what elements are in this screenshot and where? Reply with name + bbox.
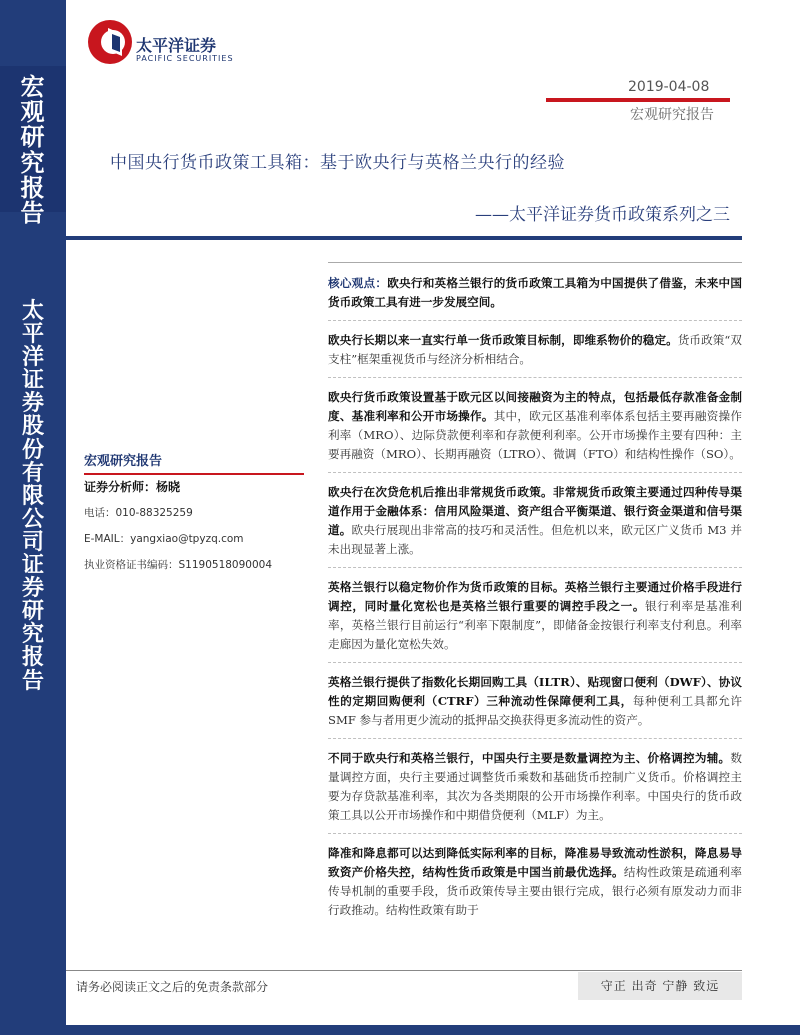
sidebar-company-char: 报 bbox=[21, 644, 44, 671]
paragraph-6 bbox=[328, 673, 742, 730]
footer-motto: 守正 出奇 宁静 致远 bbox=[578, 972, 742, 1000]
analyst-license: 执业资格证书编码：S1190518090004 bbox=[84, 559, 273, 571]
paragraph-7-bold: 不同于欧央行和英格兰银行，中国央行主要是数量调控为主、价格调控为辅。 bbox=[328, 751, 731, 765]
paragraph-4-text: 欧央行展现出非常高的技巧和灵活性。但危机以来，欧元区广义货币 M3 并未出现显著上涨。 bbox=[328, 523, 742, 556]
paragraph-8-bold: 降准和降息都可以达到降低实际利率的目标，降准易导致流动性淤积，降息易导致资产价格失控，结构性货币政策是中国当前最优选择。 bbox=[328, 846, 742, 879]
info-red-rule bbox=[84, 473, 304, 475]
sidebar-company-label bbox=[0, 300, 66, 693]
sidebar-company-char: 太 bbox=[21, 298, 44, 324]
paragraph-4 bbox=[328, 483, 742, 559]
sidebar-company-char: 告 bbox=[21, 667, 44, 694]
header-red-rule bbox=[546, 98, 730, 102]
sidebar-company-char: 限 bbox=[21, 482, 44, 509]
paragraph-8-text: 结构性政策是疏通利率传导机制的重要手段，货币政策传导主要由银行完成，银行必须有原发动力而非行政推动。结构性政策有助于 bbox=[328, 865, 742, 917]
paragraph-1-bold: 欧央行和英格兰银行的货币政策工具箱为中国提供了借鉴，未来中国货币政策工具有进一步发展空间。 bbox=[328, 276, 742, 309]
separator bbox=[328, 377, 742, 379]
report-title: 中国央行货币政策工具箱：基于欧央行与英格兰央行的经验 bbox=[110, 153, 565, 173]
sidebar-company-char: 公 bbox=[21, 505, 44, 532]
info-heading: 宏观研究报告 bbox=[84, 454, 163, 469]
sidebar-company-char: 证 bbox=[21, 552, 44, 579]
sidebar-company-char: 司 bbox=[21, 528, 44, 555]
paragraph-3-text: 其中，欧元区基准利率体系包括主要再融资操作利率（MRO）、边际贷款便利率和存款便利利率。公开市场操作主要有四种：主要再融资（MRO）、长期再融资（LTRO）、微调（FTO）和结构性操作（SO）。 bbox=[328, 409, 742, 461]
key-points-label: 核心观点： bbox=[328, 276, 388, 290]
analyst-phone: 电话：010-88325259 bbox=[84, 507, 193, 519]
sidebar-company-char: 股 bbox=[21, 413, 44, 440]
separator bbox=[328, 472, 742, 474]
paragraph-6-text: 每种便利工具都允许 SMF 参与者用更少流动的抵押品交换获得更多流动性的资产。 bbox=[328, 694, 742, 727]
analyst-email[interactable]: E-MAIL：yangxiao@tpyzq.com bbox=[84, 533, 244, 545]
paragraph-3 bbox=[328, 388, 742, 464]
sidebar-company-char: 券 bbox=[21, 575, 44, 602]
report-type: 宏观研究报告 bbox=[630, 107, 714, 123]
sidebar-company-char: 券 bbox=[21, 390, 44, 417]
sidebar-report-type-char: 报 bbox=[20, 172, 46, 202]
paragraph-8 bbox=[328, 844, 742, 920]
sidebar-company-char: 洋 bbox=[21, 344, 44, 371]
sidebar-company-char: 有 bbox=[21, 459, 44, 486]
paragraph-4-bold: 欧央行在次贷危机后推出非常规货币政策。非常规货币政策主要通过四种传导渠道作用于金融体系：信用风险渠道、资产组合平衡渠道、银行资金渠道和信号渠道。 bbox=[328, 485, 742, 537]
separator bbox=[328, 567, 742, 569]
sidebar-company-char: 研 bbox=[21, 598, 44, 625]
report-date: 2019-04-08 bbox=[628, 79, 710, 95]
sidebar-report-type-char: 研 bbox=[20, 122, 46, 152]
separator bbox=[328, 738, 742, 740]
sidebar-report-type-label bbox=[0, 74, 66, 225]
separator bbox=[328, 662, 742, 664]
sidebar-company-char: 平 bbox=[21, 321, 44, 348]
logo-en-text: PACIFIC SECURITIES bbox=[136, 54, 234, 63]
footer-disclaimer: 请务必阅读正文之后的免责条款部分 bbox=[76, 980, 269, 994]
paragraph-2-bold: 欧央行长期以来一直实行单一货币政策目标制，即维系物价的稳定。 bbox=[328, 333, 678, 347]
analyst-info-block bbox=[84, 450, 304, 583]
sidebar-report-type-char: 宏 bbox=[20, 72, 46, 101]
paragraph-5-text: 银行利率是基准利率，英格兰银行目前运行“利率下限制度”，即储备金按银行利率支付利息。利率走廊因为量化宽松失效。 bbox=[328, 599, 742, 651]
paragraph-2-text: 货币政策“双支柱”框架重视货币与经济分析相结合。 bbox=[328, 333, 742, 366]
paragraph-2 bbox=[328, 331, 742, 369]
separator bbox=[328, 833, 742, 835]
content-top-rule bbox=[328, 262, 742, 263]
paragraph-7 bbox=[328, 749, 742, 825]
report-subtitle: ——太平洋证券货币政策系列之三 bbox=[475, 205, 730, 225]
separator bbox=[328, 320, 742, 322]
key-points-content bbox=[328, 274, 742, 920]
sidebar-company-char: 份 bbox=[21, 436, 44, 463]
paragraph-5-bold: 英格兰银行以稳定物价作为货币政策的目标。英格兰银行主要通过价格手段进行调控，同时量化宽松也是英格兰银行重要的调控手段之一。 bbox=[328, 580, 742, 613]
bottom-bar bbox=[66, 1025, 800, 1035]
paragraph-3-bold: 欧央行货币政策设置基于欧元区以间接融资为主的特点，包括最低存款准备金制度、基准利率和公开市场操作。 bbox=[328, 390, 742, 423]
sidebar-report-type-char: 告 bbox=[20, 197, 46, 227]
sidebar-company-char: 证 bbox=[21, 367, 44, 394]
analyst-name: 证券分析师：杨晓 bbox=[84, 480, 181, 494]
sidebar-report-type-char: 究 bbox=[20, 147, 46, 177]
footer-rule bbox=[66, 970, 742, 971]
sidebar-report-type-char: 观 bbox=[20, 97, 46, 127]
title-divider bbox=[66, 236, 742, 240]
paragraph-6-bold: 英格兰银行提供了指数化长期回购工具（ILTR）、贴现窗口便利（DWF）、协议性的定期回购便利（CTRF）三种流动性保障便利工具， bbox=[328, 675, 742, 708]
logo-cn-text: 太平洋证券 bbox=[136, 36, 217, 55]
sidebar-company-char: 究 bbox=[21, 621, 44, 648]
paragraph-1 bbox=[328, 274, 742, 312]
paragraph-7-text: 数量调控方面，央行主要通过调整货币乘数和基础货币控制广义货币。价格调控主要为存贷款基准利率，其次为各类期限的公开市场操作利率。中国央行的货币政策工具以公开市场操作和中期借贷便利（MLF）为主。 bbox=[328, 751, 742, 822]
paragraph-5 bbox=[328, 578, 742, 654]
